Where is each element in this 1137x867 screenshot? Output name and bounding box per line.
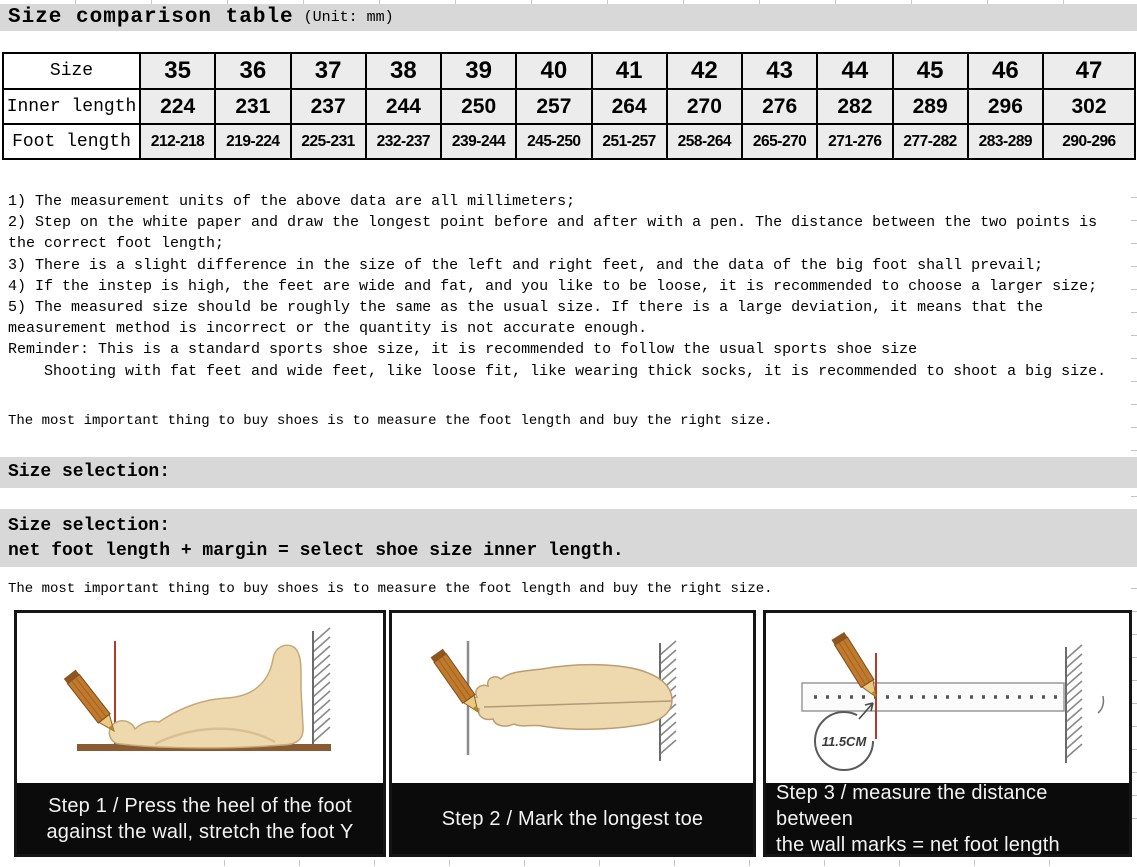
inner-length-cell: 224 [140,89,215,124]
foot-length-cell: 283-289 [968,124,1043,159]
foot-length-cell: 212-218 [140,124,215,159]
step2-foot-top-view-illustration [392,613,753,783]
foot-length-cell: 232-237 [366,124,441,159]
size-cell: 39 [441,53,516,89]
important-note-repeat: The most important thing to buy shoes is to measure the foot length and buy the right size. [8,581,773,597]
measurement-notes [8,191,1133,382]
foot-length-cell: 239-244 [441,124,516,159]
size-cell: 47 [1043,53,1135,89]
inner-length-cell: 270 [667,89,742,124]
step1-caption [17,783,383,854]
size-selection-heading: Size selection: [0,457,1137,488]
size-cell: 42 [667,53,742,89]
foot-length-cell: 271-276 [817,124,892,159]
pencil-icon [64,670,120,736]
inner-length-cell: 276 [742,89,817,124]
inner-length-cell: 282 [817,89,892,124]
inner-length-cell: 264 [592,89,667,124]
size-selection-formula: net foot length + margin = select shoe size inner length. [8,541,624,561]
note-line: the correct foot length; [8,235,225,253]
step1-caption-line2: against the wall, stretch the foot Y [46,820,354,843]
inner-length-row-header: Inner length [3,89,140,124]
note-line: Reminder: This is a standard sports shoe size, it is recommended to follow the usual sports shoe size [8,341,918,359]
inner-length-cell: 231 [215,89,290,124]
size-cell: 37 [291,53,366,89]
footprint-silhouette [472,665,672,730]
important-note: The most important thing to buy shoes is to measure the foot length and buy the right size. [8,413,773,429]
note-line: 5) The measured size should be roughly the same as the usual size. If there is a large deviation, it means that the [8,299,1044,317]
size-selection-heading-2: Size selection: [8,516,171,536]
size-cell: 46 [968,53,1043,89]
foot-length-cell: 225-231 [291,124,366,159]
inner-length-cell: 244 [366,89,441,124]
size-cell: 43 [742,53,817,89]
size-row [3,53,1135,89]
size-cell: 36 [215,53,290,89]
note-line: 3) There is a slight difference in the size of the left and right feet, and the data of the big foot shall prevail; [8,256,1044,274]
inner-length-cell: 257 [516,89,591,124]
foot-length-row-header: Foot length [3,124,140,159]
foot-length-cell: 219-224 [215,124,290,159]
measurement-steps [14,610,1132,857]
ruler [802,683,1064,711]
size-cell: 41 [592,53,667,89]
step3-ruler-illustration [766,613,1129,783]
size-cell: 44 [817,53,892,89]
inner-length-cell: 250 [441,89,516,124]
pencil-icon [431,649,485,717]
step3-panel [763,610,1132,857]
gridline-ticks-bottom [150,860,1107,866]
inner-length-cell: 296 [968,89,1043,124]
foot-length-cell: 265-270 [742,124,817,159]
note-line: Shooting with fat feet and wide feet, like loose fit, like wearing thick socks, it is recommended to shoot a big size. [8,362,1107,380]
measurement-value-label: 11.5CM [821,734,867,749]
note-line: 2) Step on the white paper and draw the longest point before and after with a pen. The distance between the two points is [8,214,1098,232]
inner-length-cell: 302 [1043,89,1135,124]
page-title-text: Size comparison table [8,6,294,29]
note-line: 1) The measurement units of the above data are all millimeters; [8,193,576,210]
size-cell: 38 [366,53,441,89]
foot-length-cell: 245-250 [516,124,591,159]
size-cell: 35 [140,53,215,89]
foot-length-cell: 277-282 [893,124,968,159]
size-table [2,52,1136,160]
inner-length-cell: 237 [291,89,366,124]
foot-length-cell: 258-264 [667,124,742,159]
note-line: 4) If the instep is high, the feet are wide and fat, and you like to be loose, it is recommended to choose a larger size; [8,277,1098,295]
foot-length-cell: 251-257 [592,124,667,159]
size-cell: 45 [893,53,968,89]
inner-length-row [3,89,1135,124]
size-cell: 40 [516,53,591,89]
step1-panel [14,610,386,857]
step2-caption [392,783,753,854]
size-selection-formula-block [0,509,1137,567]
step2-panel [389,610,756,857]
step3-caption-line1: Step 3 / measure the distance between [776,781,1048,830]
inner-length-cell: 289 [893,89,968,124]
page-title-unit: (Unit: mm) [303,9,394,26]
small-annotation-mark [1098,696,1103,713]
foot-length-cell: 290-296 [1043,124,1135,159]
step3-caption [766,783,1129,854]
wall-hatch [313,628,330,742]
foot-length-row [3,124,1135,159]
note-line: measurement method is incorrect or the quantity is not accurate enough. [8,320,648,338]
step2-caption-line1: Step 2 / Mark the longest toe [441,807,704,830]
step1-foot-side-view-illustration [17,613,383,783]
size-row-header: Size [3,53,140,89]
step1-caption-line1: Step 1 / Press the heel of the foot [48,794,352,817]
foot-side-silhouette [109,645,303,748]
wall-hatch [1066,645,1082,758]
step3-caption-line2: the wall marks = net foot length [776,833,1060,856]
page-title [0,4,1137,31]
